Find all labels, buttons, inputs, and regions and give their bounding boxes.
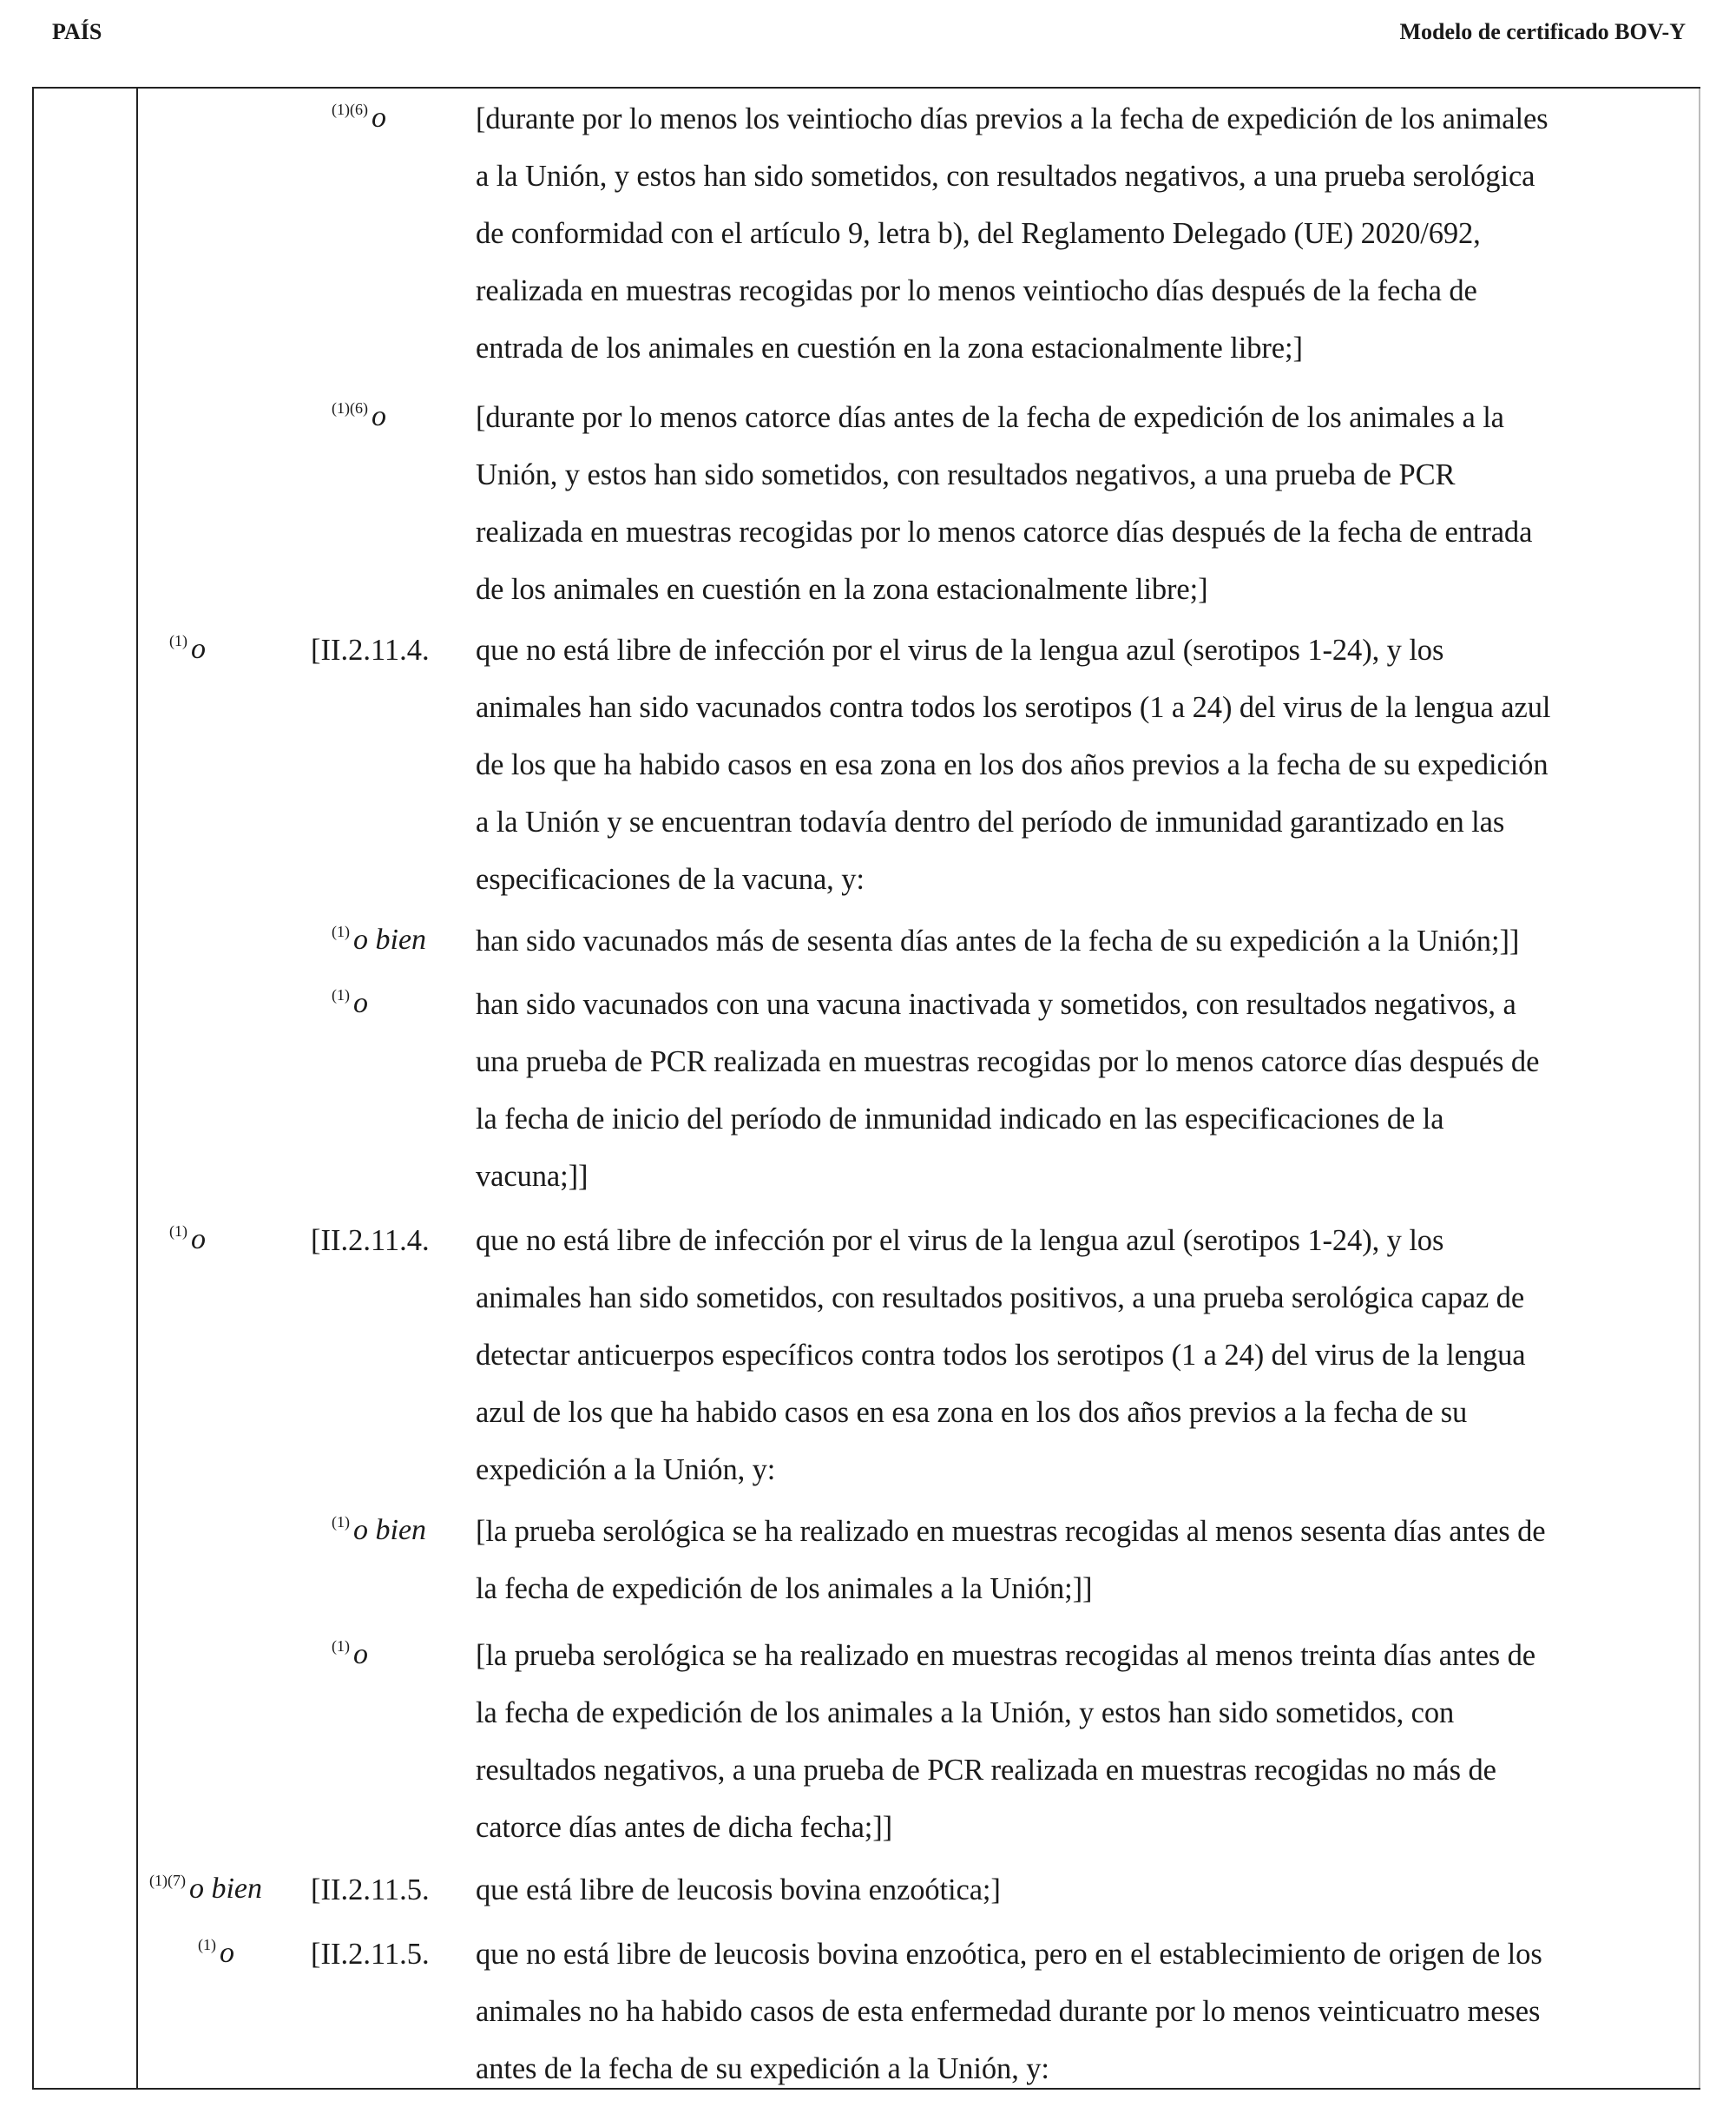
paragraph-line: que no está libre de infección por el virus de la lengua azul (serotipos 1-24), y los: [476, 634, 1444, 667]
footnote-ref: (1): [332, 986, 350, 1004]
paragraph-line: de los que ha habido casos en esa zona en los dos años previos a la fecha de su expedición: [476, 748, 1549, 781]
paragraph-line: [la prueba serológica se ha realizado en muestras recogidas al menos sesenta días antes de: [476, 1515, 1546, 1548]
section-reference: [II.2.11.4.: [311, 1224, 430, 1257]
option-marker-text: o bien: [188, 1873, 263, 1905]
paragraph-line: azul de los que ha habido casos en esa zona en los dos años previos a la fecha de su: [476, 1396, 1468, 1429]
option-marker: [149, 1872, 262, 1906]
paragraph-line: la fecha de expedición de los animales a la Unión, y estos han sido sometidos, con: [476, 1696, 1455, 1729]
footnote-ref: (1)(6): [332, 101, 368, 118]
paragraph-line: que está libre de leucosis bovina enzoótica;]: [476, 1873, 1001, 1906]
paragraph-line: [la prueba serológica se ha realizado en muestras recogidas al menos treinta días antes de: [476, 1639, 1535, 1672]
paragraph-line: realizada en muestras recogidas por lo menos catorce días después de la fecha de entrada: [476, 516, 1533, 549]
option-marker-text: o: [191, 633, 206, 665]
left-column-divider: [136, 89, 138, 2088]
certificate-frame: [32, 87, 1700, 2090]
section-reference: [II.2.11.4.: [311, 634, 430, 667]
option-marker-text: o: [371, 400, 386, 432]
paragraph-line: a la Unión, y estos han sido sometidos, con resultados negativos, a una prueba serológica: [476, 160, 1535, 193]
section-reference: [II.2.11.5.: [311, 1938, 430, 1971]
option-marker-text: o: [220, 1937, 234, 1969]
option-marker-text: o: [371, 102, 386, 134]
footnote-ref: (1): [169, 632, 187, 649]
option-marker: [332, 1513, 426, 1547]
footnote-ref: (1)(6): [332, 399, 368, 417]
paragraph-line: vacuna;]]: [476, 1160, 589, 1193]
paragraph-line: [durante por lo menos catorce días antes de la fecha de expedición de los animales a la: [476, 401, 1504, 434]
footnote-ref: (1): [198, 1936, 216, 1953]
footnote-ref: (1)(7): [149, 1872, 186, 1889]
paragraph-line: entrada de los animales en cuestión en la zona estacionalmente libre;]: [476, 332, 1303, 365]
paragraph-line: que no está libre de leucosis bovina enzoótica, pero en el establecimiento de origen de los: [476, 1938, 1542, 1971]
option-marker: [198, 1936, 234, 1970]
paragraph-line: catorce días antes de dicha fecha;]]: [476, 1811, 893, 1844]
paragraph-line: la fecha de inicio del período de inmunidad indicado en las especificaciones de la: [476, 1103, 1444, 1136]
option-marker-text: o: [353, 1638, 368, 1670]
paragraph-line: de los animales en cuestión en la zona estacionalmente libre;]: [476, 573, 1208, 606]
paragraph-line: a la Unión y se encuentran todavía dentro del período de inmunidad garantizado en las: [476, 806, 1505, 839]
header-certificate-model: Modelo de certificado BOV-Y: [1399, 19, 1686, 44]
footnote-ref: (1): [169, 1222, 187, 1240]
footnote-ref: (1): [332, 1637, 350, 1655]
paragraph-line: animales no ha habido casos de esta enfermedad durante por lo menos veinticuatro meses: [476, 1995, 1541, 2028]
option-marker: [332, 923, 426, 957]
option-marker-text: o bien: [353, 1514, 427, 1546]
option-marker: [169, 632, 206, 666]
paragraph-line: han sido vacunados más de sesenta días antes de la fecha de su expedición a la Unión;]]: [476, 925, 1520, 958]
paragraph-line: especificaciones de la vacuna, y:: [476, 863, 865, 896]
paragraph-line: de conformidad con el artículo 9, letra b), del Reglamento Delegado (UE) 2020/692,: [476, 217, 1481, 250]
right-border: [1699, 89, 1700, 2088]
paragraph-line: han sido vacunados con una vacuna inactivada y sometidos, con resultados negativos, a: [476, 988, 1516, 1021]
paragraph-line: antes de la fecha de su expedición a la Unión, y:: [476, 2052, 1049, 2085]
option-marker-text: o bien: [353, 924, 427, 956]
option-marker: [169, 1222, 206, 1256]
paragraph-line: animales han sido vacunados contra todos los serotipos (1 a 24) del virus de la lengua azul: [476, 691, 1551, 724]
section-reference: [II.2.11.5.: [311, 1873, 430, 1906]
footnote-ref: (1): [332, 923, 350, 940]
option-marker-text: o: [353, 987, 368, 1019]
header-country: PAÍS: [52, 19, 102, 44]
paragraph-line: realizada en muestras recogidas por lo menos veintiocho días después de la fecha de: [476, 274, 1477, 307]
footnote-ref: (1): [332, 1513, 350, 1531]
option-marker: [332, 986, 368, 1020]
option-marker-text: o: [191, 1223, 206, 1255]
paragraph-line: la fecha de expedición de los animales a la Unión;]]: [476, 1572, 1093, 1605]
paragraph-line: que no está libre de infección por el virus de la lengua azul (serotipos 1-24), y los: [476, 1224, 1444, 1257]
paragraph-line: [durante por lo menos los veintiocho días previos a la fecha de expedición de los animales: [476, 102, 1549, 135]
paragraph-line: detectar anticuerpos específicos contra todos los serotipos (1 a 24) del virus de la lengua: [476, 1339, 1526, 1372]
paragraph-line: animales han sido sometidos, con resultados positivos, a una prueba serológica capaz de: [476, 1281, 1525, 1314]
option-marker: [332, 101, 386, 135]
option-marker: [332, 1637, 368, 1671]
option-marker: [332, 399, 386, 433]
paragraph-line: resultados negativos, a una prueba de PCR realizada en muestras recogidas no más de: [476, 1754, 1496, 1787]
paragraph-line: Unión, y estos han sido sometidos, con resultados negativos, a una prueba de PCR: [476, 458, 1456, 491]
paragraph-line: una prueba de PCR realizada en muestras recogidas por lo menos catorce días después de: [476, 1045, 1540, 1078]
paragraph-line: expedición a la Unión, y:: [476, 1453, 776, 1486]
